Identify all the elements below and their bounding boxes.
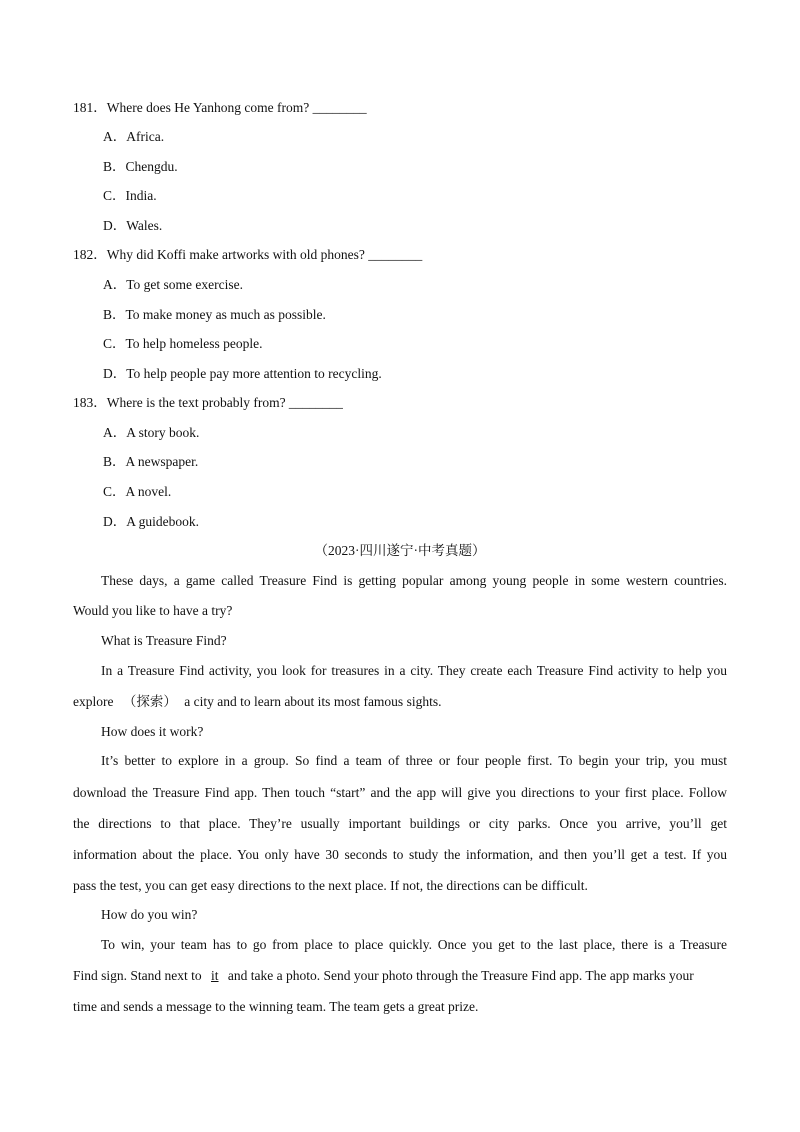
passage-line: Would you like to have a try?	[73, 603, 233, 618]
option-d: D．Wales.	[103, 218, 163, 233]
underlined-word: it	[211, 968, 219, 983]
passage-line: It’s better to explore in a group. So find a team of three or four people first. To begin your trip, you must	[101, 753, 727, 768]
passage-line: the directions to that place. They’re usually important buildings or city parks. Once you arrive, you’ll get	[73, 816, 727, 831]
source-label: （2023·四川遂宁·中考真题）	[314, 543, 486, 558]
vocab-gloss: （探索）	[122, 694, 177, 709]
option-d: D．A guidebook.	[103, 514, 199, 529]
question-181: 181．Where does He Yanhong come from? ________	[73, 100, 367, 115]
option-b: B．A newspaper.	[103, 454, 199, 469]
passage-line: These days, a game called Treasure Find is getting popular among young people in some western countries.	[101, 573, 727, 588]
option-d: D．To help people pay more attention to recycling.	[103, 366, 382, 381]
option-c: C．To help homeless people.	[103, 336, 263, 351]
passage-line: Find sign. Stand next to it and take a photo. Send your photo through the Treasure Find app. The app marks your	[73, 968, 694, 983]
option-b: B．To make money as much as possible.	[103, 307, 326, 322]
section-heading: How do you win?	[101, 907, 198, 922]
passage-line: To win, your team has to go from place to place quickly. Once you get to the last place, there is a Treasure	[101, 937, 727, 952]
passage-line: time and sends a message to the winning team. The team gets a great prize.	[73, 999, 479, 1014]
question-text: Where is the text probably from? ________	[106, 395, 343, 410]
question-182: 182．Why did Koffi make artworks with old phones? ________	[73, 247, 423, 262]
passage-line: explore （探索） a city and to learn about its most famous sights.	[73, 694, 442, 709]
question-text: Why did Koffi make artworks with old phones? ________	[106, 247, 423, 262]
passage-line: information about the place. You only have 30 seconds to study the information, and then you’ll get a test. If you	[73, 847, 727, 862]
section-heading: What is Treasure Find?	[101, 633, 227, 648]
question-183: 183．Where is the text probably from? ________	[73, 395, 343, 410]
passage-line: In a Treasure Find activity, you look for treasures in a city. They create each Treasure Find activity to help you	[101, 663, 727, 678]
option-a: A．A story book.	[103, 425, 200, 440]
passage-line: pass the test, you can get easy directions to the next place. If not, the directions can be difficult.	[73, 878, 588, 893]
passage-line: download the Treasure Find app. Then touch “start” and the app will give you directions to your first place. Follow	[73, 785, 727, 800]
option-a: A．To get some exercise.	[103, 277, 244, 292]
option-b: B．Chengdu.	[103, 159, 178, 174]
option-c: C．A novel.	[103, 484, 172, 499]
question-text: Where does He Yanhong come from? ________	[106, 100, 367, 115]
vocab-word: explore	[73, 694, 114, 709]
section-heading: How does it work?	[101, 724, 204, 739]
option-c: C．India.	[103, 188, 157, 203]
option-a: A．Africa.	[103, 129, 165, 144]
